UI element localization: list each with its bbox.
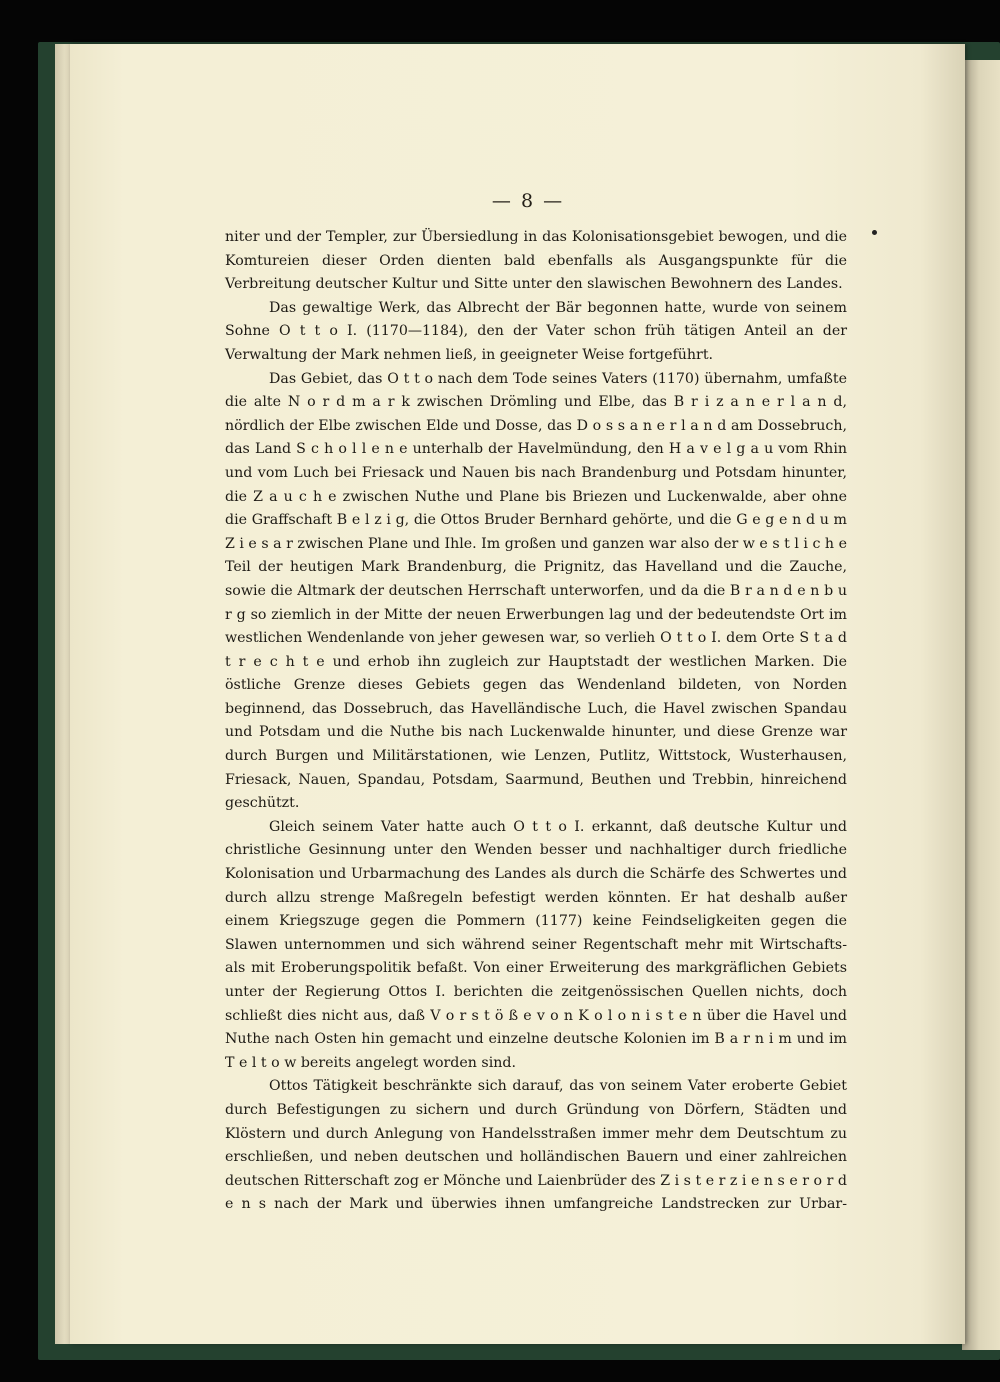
ink-dot-mark [872, 230, 877, 235]
paragraph-3: Das Gebiet, das O t t o nach dem Tode seines Vaters (1170) übernahm, umfaßte die alte N o r d m a r k zwischen Drömling und Elbe, das B r i z a n e r l a n d, nördlich der Elbe zwischen Elde und Dosse, das D o s s a n e r l a n d am Dossebruch, das Land S c h o l l e n e unterhalb der Havelmündung, den H a v e l g a u vom Rhin und vom Luch bei Friesack und Nauen bis nach Brandenburg und Potsdam hinunter, die Z a u c h e zwischen Nuthe und Plane bis Briezen und Luckenwalde, aber ohne die Graffschaft B e l z i g, die Ottos Bruder Bernhard gehörte, und die G e g e n d u m Z i e s a r zwischen Plane und Ihle. Im großen und ganzen war also der w e s t l i c h e Teil der heutigen Mark Brandenburg, die Prignitz, das Havelland und die Zauche, sowie die Altmark der deutschen Herrschaft unterworfen, und da die B r a n d e n b u r g so ziemlich in der Mitte der neuen Erwerbungen lag und der bedeutendste Ort im westlichen Wendenlande von jeher gewesen war, so verlieh O t t o I. dem Orte S t a d t r e c h t e und erhob ihn zugleich zur Hauptstadt der westlichen Marken. Die östliche Grenze dieses Gebiets gegen das Wendenland bildeten, von Norden beginnend, das Dossebruch, das Havelländische Luch, die Havel zwischen Spandau und Potsdam und die Nuthe bis nach Luckenwalde hinunter, und diese Grenze war durch Burgen und Militärstationen, wie Lenzen, Putlitz, Wittstock, Wusterhausen, Friesack, Nauen, Spandau, Potsdam, Saarmund, Beuthen und Trebbin, hinreichend geschützt. [225, 370, 847, 812]
facing-page-edge [962, 60, 1000, 1350]
paragraph-2: Das gewaltige Werk, das Albrecht der Bär begonnen hatte, wurde von seinem Sohne O t t o I. (1170—1184), den der Vater schon früh tätigen Anteil an der Verwaltung der Mark nehmen ließ, in geeigneter Weise fortgeführt. [225, 299, 847, 363]
page-number: — 8 — [491, 190, 565, 212]
paragraph-1: niter und der Templer, zur Übersiedlung in das Kolonisationsgebiet bewogen, und die Komtureien dieser Orden dienten bald ebenfalls als Ausgangspunkte für die Verbreitung deutscher Kultur und Sitte unter den slawischen Bewohnern des Landes. [225, 229, 847, 293]
body-text [225, 226, 847, 1217]
paragraph-4: Gleich seinem Vater hatte auch O t t o I. erkannt, daß deutsche Kultur und christliche Gesinnung unter den Wenden besser und nachhaltiger durch friedliche Kolonisation und Urbarmachung des Landes als durch die Schärfe des Schwertes und durch allzu strenge Maßregeln befestigt werden könnten. Er hat deshalb außer einem Kriegszuge gegen die Pommern (1177) keine Feindseligkeiten gegen die Slawen unternommen und sich während seiner Regentschaft mehr mit Wirtschafts- als mit Eroberungspolitik befaßt. Von einer Erweiterung des markgräflichen Gebiets unter der Regierung Ottos I. berichten die zeitgenössischen Quellen nichts, doch schließt dies nicht aus, daß V o r s t ö ß e v o n K o l o n i s t e n über die Havel und Nuthe nach Osten hin gemacht und einzelne deutsche Kolonien im B a r n i m und im T e l t o w bereits angelegt worden sind. [225, 818, 847, 1071]
paragraph-5: Ottos Tätigkeit beschränkte sich darauf, das von seinem Vater eroberte Gebiet durch Befestigungen zu sichern und durch Gründung von Dörfern, Städten und Klöstern und durch Anlegung von Handelsstraßen immer mehr dem Deutschtum zu erschließen, und neben deutschen und holländischen Bauern und einer zahlreichen deutschen Ritterschaft zog er Mönche und Laienbrüder des Z i s t e r z i e n s e r o r d e n s nach der Mark und überwies ihnen umfangreiche Landstrecken zur Urbar- [225, 1078, 847, 1213]
